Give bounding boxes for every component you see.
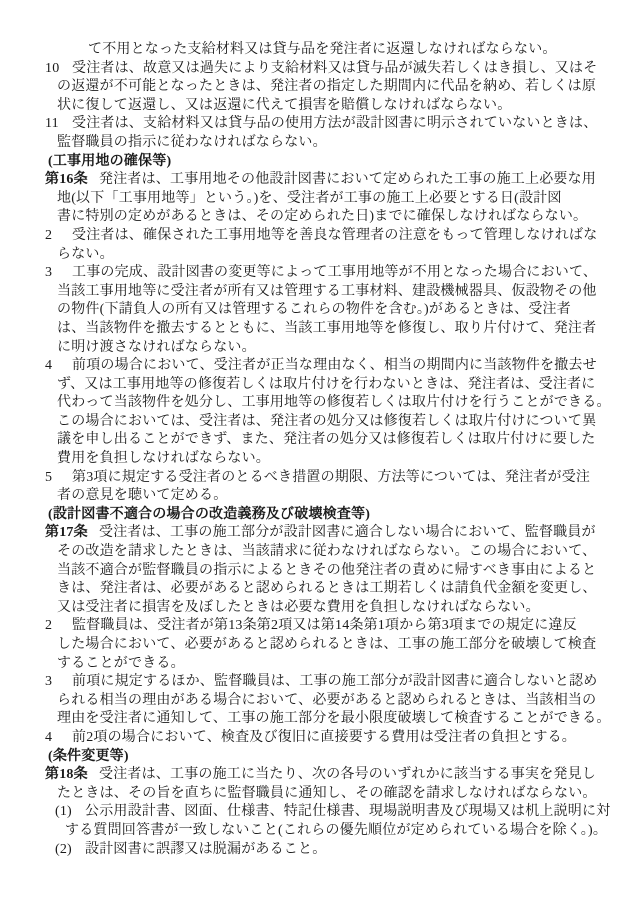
- text-line: [0, 748, 630, 767]
- text-line: [0, 246, 630, 265]
- line-text: らない。: [57, 246, 114, 262]
- text-line: [0, 506, 630, 525]
- text-line: [0, 729, 630, 748]
- text-line: [0, 636, 630, 655]
- text-line: [0, 785, 630, 804]
- line-text: 費用を負担しなければならない。: [57, 451, 270, 467]
- line-text: 書に特別の定めがあるときは、その定められた日)までに確保しなければならない。: [57, 209, 588, 225]
- line-text: 理由を受注者に通知して、工事の施工部分を最小限度破壊して検査することができる。: [57, 711, 611, 727]
- line-text: ず、又は工事用地等の修復若しくは取片付けを行わないときは、発注者は、受注者に: [57, 376, 596, 392]
- line-text: 前2項の場合において、検査及び復旧に直接要する費用は受注者の負担とする。: [72, 729, 576, 745]
- line-text: 受注者は、支給材料又は貸与品の使用方法が設計図書に明示されていないときは、: [72, 116, 598, 132]
- line-text: に明け渡さなければならない。: [57, 339, 256, 355]
- line-text: たときは、その旨を直ちに監督職員に通知し、その確認を請求しなければならない。: [57, 785, 597, 801]
- line-text: 工事の完成、設計図書の変更等によって工事用地等が不用となった場合において、: [72, 265, 598, 281]
- line-text: きは、発注者は、必要があると認められるときは工期若しくは請負代金額を変更し、: [57, 581, 597, 597]
- item-number: 2: [45, 227, 53, 243]
- line-text: 受注者は、確保された工事用地等を善良な管理者の注意をもって管理しなければな: [72, 227, 598, 243]
- text-line: [0, 171, 630, 190]
- text-line: [0, 190, 630, 209]
- text-line: [0, 562, 630, 581]
- article-number: 第16条: [45, 172, 88, 188]
- line-text: 前項に規定するほか、監督職員は、工事の施工部分が設計図書に適合しないと認め: [72, 674, 598, 690]
- text-line: [0, 134, 630, 153]
- line-text: (設計図書不適合の場合の改造義務及び破壊検査等): [48, 506, 371, 522]
- item-number: (2): [55, 841, 72, 857]
- line-text: 地(以下「工事用地等」という。)を、受注者が工事の施工上必要とする日(設計図: [57, 190, 562, 206]
- item-number: 5: [45, 469, 53, 485]
- item-number: 2: [45, 618, 53, 634]
- line-text: その改造を請求したときは、当該請求に従わなければならない。この場合において、: [57, 544, 597, 560]
- text-line: [0, 710, 630, 729]
- line-text: 又は受注者に損害を及ぼしたときは必要な費用を負担しなければならない。: [57, 599, 540, 615]
- text-line: [0, 431, 630, 450]
- text-line: [0, 264, 630, 283]
- text-line: [0, 655, 630, 674]
- line-text: 代わって当該物件を処分し、工事用地等の修復若しくは取片付けを行うことができる。: [57, 395, 611, 411]
- text-line: [0, 41, 630, 60]
- text-line: [0, 487, 630, 506]
- line-text: 第3項に規定する受注者のとるべき措置の期限、方法等については、発注者が受注: [72, 469, 591, 485]
- line-text: て不用となった支給材料又は貸与品を発注者に返還しなければならない。: [88, 42, 557, 57]
- text-line: [0, 339, 630, 358]
- text-line: [0, 673, 630, 692]
- text-line: [0, 357, 630, 376]
- line-text: 設計図書に誤謬又は脱漏があること。: [85, 841, 327, 857]
- line-text: 受注者は、工事の施工部分が設計図書に適合しない場合において、監督職員が: [99, 525, 596, 541]
- line-text: 当該不適合が監督職員の指示によるときその他発注者の責めに帰すべき事由によると: [57, 562, 597, 578]
- text-line: [0, 450, 630, 469]
- line-text: する質問回答書が一致しないこと(これらの優先順位が定められている場合を除く。)。: [65, 822, 608, 838]
- line-text: (条件変更等): [48, 748, 129, 764]
- text-line: [0, 803, 630, 822]
- text-line: [0, 60, 630, 79]
- line-text: 当該工事用地等に受注者が所有又は管理する工事材料、建設機械器具、仮設物その他: [57, 283, 597, 299]
- item-number: 3: [45, 265, 53, 281]
- item-number: 4: [45, 729, 53, 745]
- line-text: の返還が不可能となったときは、発注者の指定した期間内に代品を納め、若しくは原: [57, 79, 597, 95]
- line-text: した場合において、必要があると認められるときは、工事の施工部分を破壊して検査: [57, 637, 597, 652]
- text-line: [0, 617, 630, 636]
- article-number: 第18条: [45, 767, 88, 783]
- item-number: 4: [45, 358, 53, 374]
- text-line: [0, 97, 630, 116]
- line-text: 公示用設計書、図面、仕様書、特記仕様書、現場説明書及び現場又は机上説明に対: [85, 804, 611, 820]
- text-line: [0, 153, 630, 172]
- article-number: 第17条: [45, 525, 88, 541]
- line-text: (工事用地の確保等): [48, 153, 172, 169]
- item-number: (1): [55, 804, 72, 820]
- line-text: することができる。: [57, 655, 185, 671]
- line-text: られる相当の理由がある場合において、必要があると認められるときは、当該相当の: [57, 692, 597, 708]
- item-number: 3: [45, 674, 53, 690]
- line-text: この場合においては、受注者は、発注者の処分又は修復若しくは取片付けについて異: [57, 413, 597, 429]
- line-text: 監督職員の指示に従わなければならない。: [57, 134, 327, 150]
- line-text: 受注者は、工事の施工に当たり、次の各号のいずれかに該当する事実を発見し: [99, 767, 596, 783]
- item-number: 10: [45, 60, 60, 76]
- text-line: [0, 301, 630, 320]
- text-line: [0, 469, 630, 488]
- text-line: [0, 376, 630, 395]
- text-line: [0, 822, 630, 841]
- line-text: の物件(下請負人の所有又は管理するこれらの物件を含む。)があるときは、受注者: [57, 302, 571, 318]
- text-line: [0, 413, 630, 432]
- line-text: は、当該物件を撤去するとともに、当該工事用地等を修復し、取り片付けて、発注者: [57, 320, 597, 336]
- text-line: [0, 394, 630, 413]
- item-number: 11: [45, 116, 59, 132]
- text-line: [0, 227, 630, 246]
- text-line: [0, 580, 630, 599]
- text-line: [0, 766, 630, 785]
- line-text: 前項の場合において、受注者が正当な理由なく、相当の期間内に当該物件を撤去せ: [72, 358, 597, 374]
- text-line: [0, 599, 630, 618]
- line-text: 者の意見を聴いて定める。: [57, 488, 228, 504]
- text-line: [0, 692, 630, 711]
- line-text: 状に復して返還し、又は返還に代えて損害を賠償しなければならない。: [57, 97, 512, 113]
- text-line: [0, 115, 630, 134]
- text-line: [0, 524, 630, 543]
- line-text: 議を申し出ることができず、また、発注者の処分又は修復若しくは取片付けに要した: [57, 432, 596, 448]
- text-line: [0, 320, 630, 339]
- text-line: [0, 841, 630, 860]
- text-line: [0, 543, 630, 562]
- line-text: 受注者は、故意又は過失により支給材料又は貸与品が滅失若しくはき損し、又はそ: [72, 60, 598, 76]
- text-line: [0, 78, 630, 97]
- line-text: 監督職員は、受注者が第13条第2項又は第14条第1項から第3項までの規定に違反: [72, 618, 577, 634]
- text-line: [0, 208, 630, 227]
- text-line: [0, 283, 630, 302]
- line-text: 発注者は、工事用地その他設計図書において定められた工事の施工上必要な用: [99, 172, 596, 188]
- contract-text-block: [0, 41, 630, 859]
